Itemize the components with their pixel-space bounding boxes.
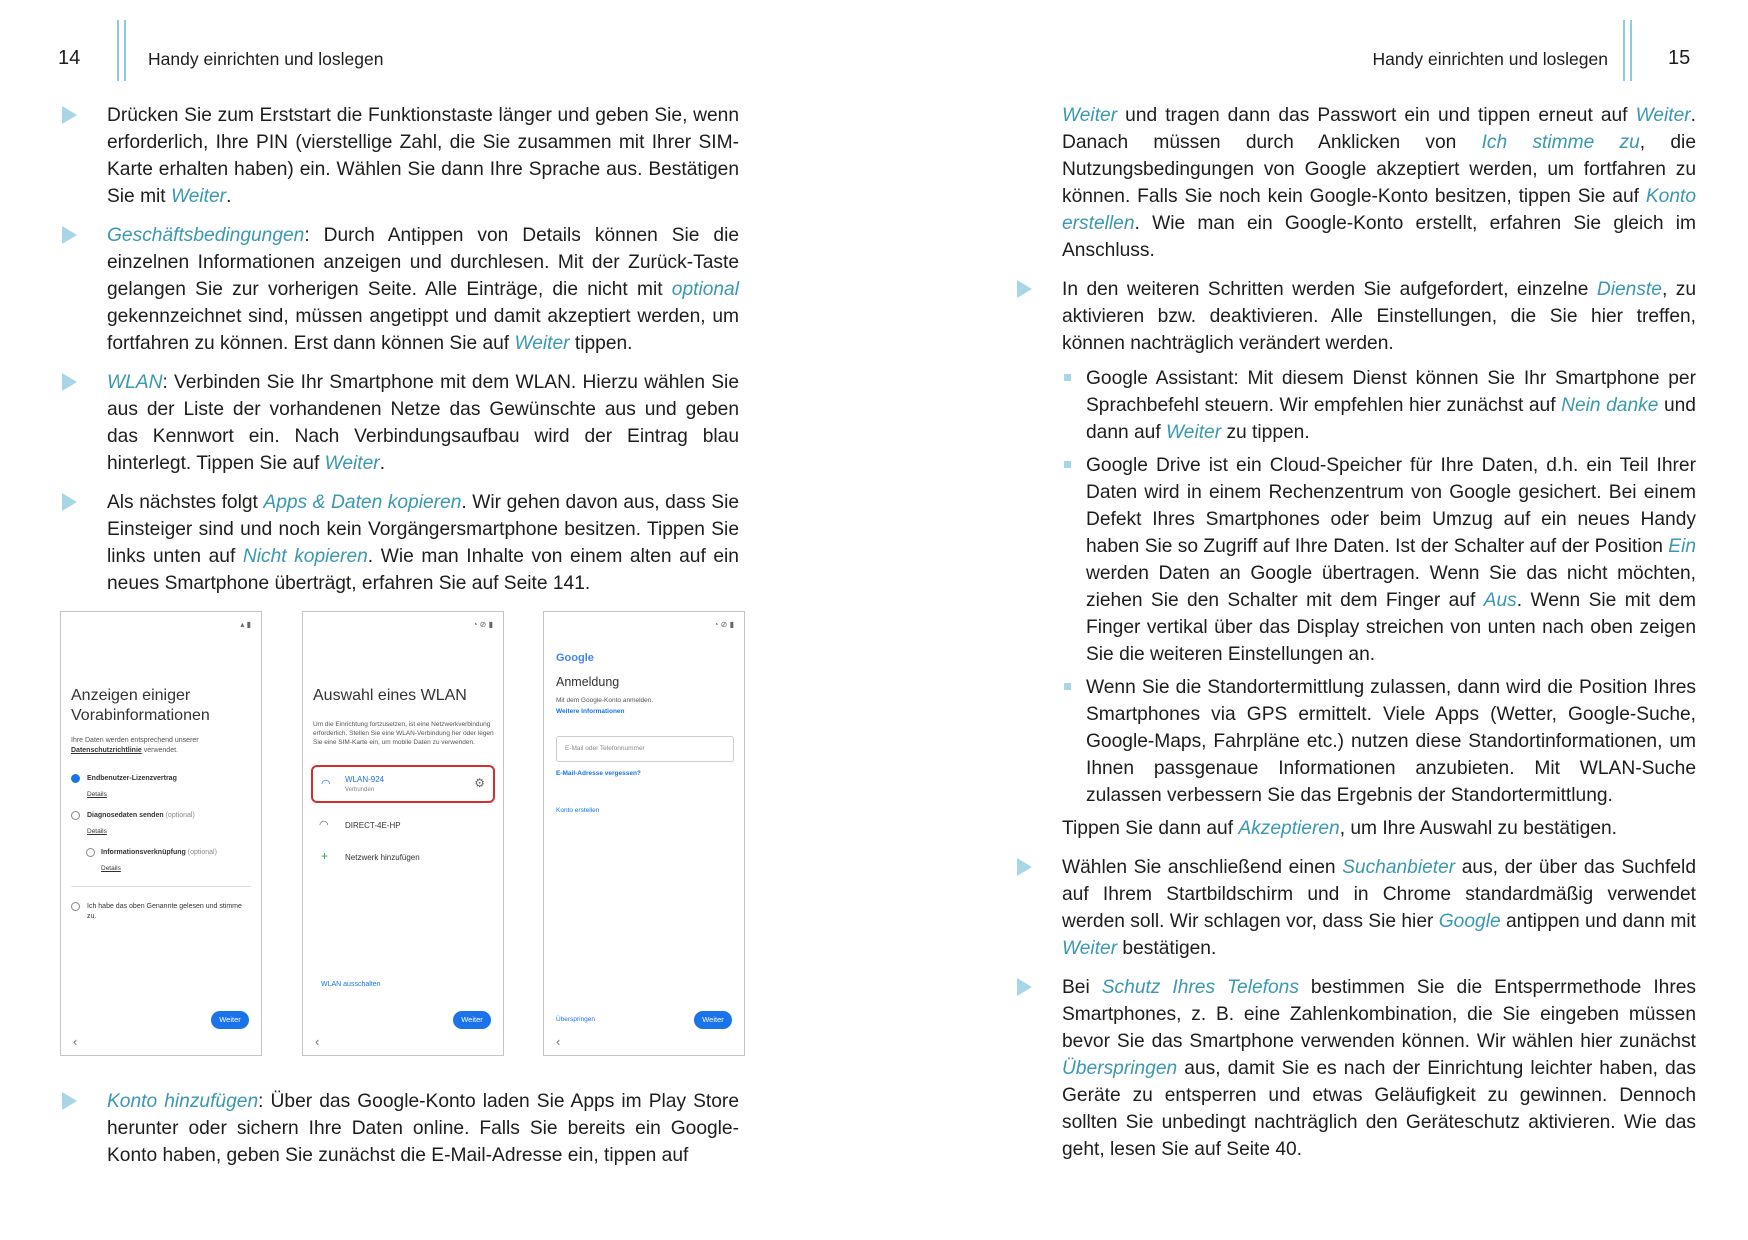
screen-intro: Ihre Daten werden entsprechend unserer Datenschutzrichtlinie verwendet. (71, 737, 199, 754)
option-diagnostics: Diagnosedaten senden (optional) (87, 812, 195, 819)
step-arrow-icon (62, 106, 77, 124)
create-account-link[interactable]: Konto erstellen (556, 807, 600, 814)
phone-screenshot-google (543, 611, 745, 1056)
page-number-left: 14 (58, 47, 81, 69)
sub-item-assistant: Google Assistant: Mit diesem Dienst können Sie Ihr Smartphone per Sprachbefehl steuern. Wir empfehlen hier zunächst auf Nein danke und dann auf Weiter zu tippen. (1086, 365, 1696, 446)
left-step-3: WLAN: Verbinden Sie Ihr Smartphone mit dem WLAN. Hierzu wählen Sie aus der Liste der vorhandenen Netze das Gewünschte aus und geben das Kennwort ein. Nach Verbindungsaufbau wird der Eintrag blau hinterlegt. Tippen Sie auf Weiter. (107, 369, 739, 477)
phone-screenshot-info (60, 611, 262, 1056)
square-bullet (1064, 683, 1071, 690)
screen-title: Auswahl eines WLAN (313, 687, 467, 704)
running-head-left: Handy einrichten und loslegen (148, 49, 384, 69)
details-link[interactable]: Details (101, 865, 121, 872)
left-step-1: Drücken Sie zum Erststart die Funktionstaste länger und geben Sie, wenn erforderlich, Ihre PIN (vierstellige Zahl, die Sie zusammen mit Ihrer SIM-Karte erhalten haben) ein. Wählen Sie dann Ihre Sprache aus. Bestätigen Sie mit Weiter. (107, 102, 739, 210)
header-rule-left-1 (117, 20, 119, 81)
wlan-off-link[interactable]: WLAN ausschalten (321, 981, 381, 988)
gear-icon[interactable]: ⚙ (474, 776, 485, 790)
sub-item-location: Wenn Sie die Standortermittlung zulassen, dann wird die Position Ihres Smartphones via GPS ermittelt. Viele Apps (Wetter, Google-Suche, Google-Maps, Fahrpläne etc.) nutzen diese Standortinformationen, um Ihnen passgenaue Informationen anzubieten. Mit WLAN-Suche zulassen verbessern Sie das Ergebnis der Standortermittlung. (1086, 674, 1696, 809)
screen-title: Anzeigen einiger Vorabinformationen (71, 687, 210, 724)
step-arrow-icon (1017, 280, 1032, 298)
status-bar-icons: ▴ ▮ (240, 620, 251, 629)
forgot-email-link[interactable]: E-Mail-Adresse vergessen? (556, 770, 641, 777)
next-button[interactable]: Weiter (211, 1011, 249, 1029)
checkbox-unchecked[interactable] (86, 848, 95, 857)
email-placeholder: E-Mail oder Telefonnummer (565, 745, 645, 752)
left-column-bottom (107, 1088, 739, 1181)
page-number-right: 15 (1668, 47, 1691, 69)
screen-intro: Mit dem Google-Konto anmelden. (556, 697, 654, 704)
back-icon[interactable]: ‹ (73, 1034, 78, 1049)
header-rule-right-2 (1630, 20, 1632, 81)
checkbox-unchecked[interactable] (71, 902, 80, 911)
left-column-top (107, 102, 739, 609)
right-continuation: Weiter und tragen dann das Passwort ein und tippen erneut auf Weiter. Danach müssen durch Anklicken von Ich stimme zu, die Nutzungsbedingungen von Google akzeptiert werden, um fortfahren zu können. Falls Sie noch kein Google-Konto besitzen, tippen Sie auf Konto erstellen. Wie man ein Google-Konto erstellt, erfahren Sie gleich im Anschluss. (1062, 105, 1696, 261)
back-icon[interactable]: ‹ (315, 1034, 320, 1049)
header-rule-right-1 (1623, 20, 1625, 81)
step-arrow-icon (62, 226, 77, 244)
status-bar-icons: ◔ ⊘ ▮ (472, 620, 493, 629)
skip-link[interactable]: Überspringen (556, 1016, 596, 1023)
phone-screenshot-wlan (302, 611, 504, 1056)
square-bullet (1064, 461, 1071, 468)
left-step-2: Geschäftsbedingungen: Durch Antippen von Details können Sie die einzelnen Informationen anzeigen und durchlesen. Mit der Zurück-Taste gelangen Sie zur vorherigen Seite. Alle Einträge, die nicht mit optional gekennzeichnet sind, müssen angetippt und damit akzeptiert werden, um fortfahren zu können. Erst dann können Sie auf Weiter tippen. (107, 222, 739, 357)
step-arrow-icon (62, 373, 77, 391)
screen-title: Anmeldung (556, 675, 620, 689)
checkbox-unchecked[interactable] (71, 811, 80, 820)
left-step-5: Konto hinzufügen: Über das Google-Konto laden Sie Apps im Play Store herunter oder sichern Ihre Daten online. Falls Sie bereits ein Google-Konto haben, geben Sie zunächst die E-Mail-Adresse ein, tippen auf (107, 1088, 739, 1169)
next-button[interactable]: Weiter (694, 1011, 732, 1029)
wifi-icon: ◠ (319, 819, 329, 831)
running-head-right: Handy einrichten und loslegen (1372, 49, 1608, 69)
right-step-2: Wählen Sie anschließend einen Suchanbieter aus, der über das Suchfeld auf Ihrem Startbildschirm und in Chrome standardmäßig verwendet werden soll. Wir schlagen vor, dass Sie hier Google antippen und dann mit Weiter bestätigen. (1062, 854, 1696, 962)
left-step-4: Als nächstes folgt Apps & Daten kopieren. Wir gehen davon aus, dass Sie Einsteiger sind und noch kein Vorgängersmartphone besitzen. Tippen Sie links unten auf Nicht kopieren. Wie man Inhalte von einem alten auf ein neues Smartphone überträgt, erfahren Sie auf Seite 141. (107, 489, 739, 597)
plus-icon: + (321, 849, 329, 863)
email-field[interactable] (556, 736, 734, 762)
header-rule-left-2 (124, 20, 126, 81)
google-logo: Google (556, 652, 594, 664)
sub-item-drive: Google Drive ist ein Cloud-Speicher für Ihre Daten, d.h. ein Teil Ihrer Daten wird in einem Rechenzentrum von Google gesichert. Bei einem Defekt Ihres Smartphones oder beim Umzug auf ein neues Handy haben Sie so Zugriff auf Ihre Daten. Ist der Schalter auf der Position Ein werden Daten an Google übertragen. Wenn Sie das nicht möchten, ziehen Sie den Schalter mit dem Finger auf Aus. Wenn Sie mit dem Finger vertikal über das Display streichen von unten nach oben zeigen Sie die weiteren Einstellungen an. (1086, 452, 1696, 668)
checkbox-checked[interactable] (71, 774, 80, 783)
details-link[interactable]: Details (87, 828, 107, 835)
network-name: WLAN-924 (345, 775, 385, 784)
network-name[interactable]: DIRECT-4E-HP (345, 821, 401, 830)
right-after-text: Tippen Sie dann auf Akzeptieren, um Ihre Auswahl zu bestätigen. (1062, 818, 1618, 839)
back-icon[interactable]: ‹ (556, 1034, 561, 1049)
square-bullet (1064, 374, 1071, 381)
network-status: Verbunden (345, 787, 375, 793)
divider (71, 886, 251, 887)
option-info-link: Informationsverknüpfung (optional) (101, 849, 217, 856)
right-column (1062, 102, 1696, 1175)
step-arrow-icon (1017, 978, 1032, 996)
step-arrow-icon (62, 493, 77, 511)
step-arrow-icon (1017, 858, 1032, 876)
screen-intro: Um die Einrichtung fortzusetzen, ist eine Netzwerkverbindung erforderlich. Stellen Sie eine WLAN-Verbindung her oder legen Sie eine SIM-Karte ein, um mobile Daten zu verwenden. (313, 721, 494, 746)
right-step-3: Bei Schutz Ihres Telefons bestimmen Sie die Entsperrmethode Ihres Smartphones, z. B. eine Zahlenkombination, die Sie eingeben müssen bevor Sie das Smartphone verwenden können. Wir wählen hier zunächst Überspringen aus, damit Sie es nach der Einrichtung leichter haben, das Geräte zu entsperren und etwas Geläufigkeit zu gewinnen. Dennoch sollten Sie unbedingt nachträglich den Geräteschutz aktivieren. Wie das geht, lesen Sie auf Seite 40. (1062, 974, 1696, 1163)
option-eula: Endbenutzer-Lizenzvertrag (87, 775, 177, 782)
right-step-1: In den weiteren Schritten werden Sie aufgefordert, einzelne Dienste, zu aktivieren bzw. deaktivieren. Alle Einstellungen, die Sie hier treffen, können nachträglich verändert werden. (1062, 276, 1696, 357)
more-info-link[interactable]: Weitere Informationen (556, 708, 625, 715)
wifi-icon: ◠ (321, 778, 331, 790)
option-accept: Ich habe das oben Genannte gelesen und stimme zu. (87, 903, 242, 920)
details-link[interactable]: Details (87, 791, 107, 798)
add-network-item[interactable]: Netzwerk hinzufügen (345, 853, 420, 862)
step-arrow-icon (62, 1092, 77, 1110)
next-button[interactable]: Weiter (453, 1011, 491, 1029)
status-bar-icons: ◔ ⊘ ▮ (713, 620, 734, 629)
wlan-network-selected[interactable] (311, 765, 495, 803)
